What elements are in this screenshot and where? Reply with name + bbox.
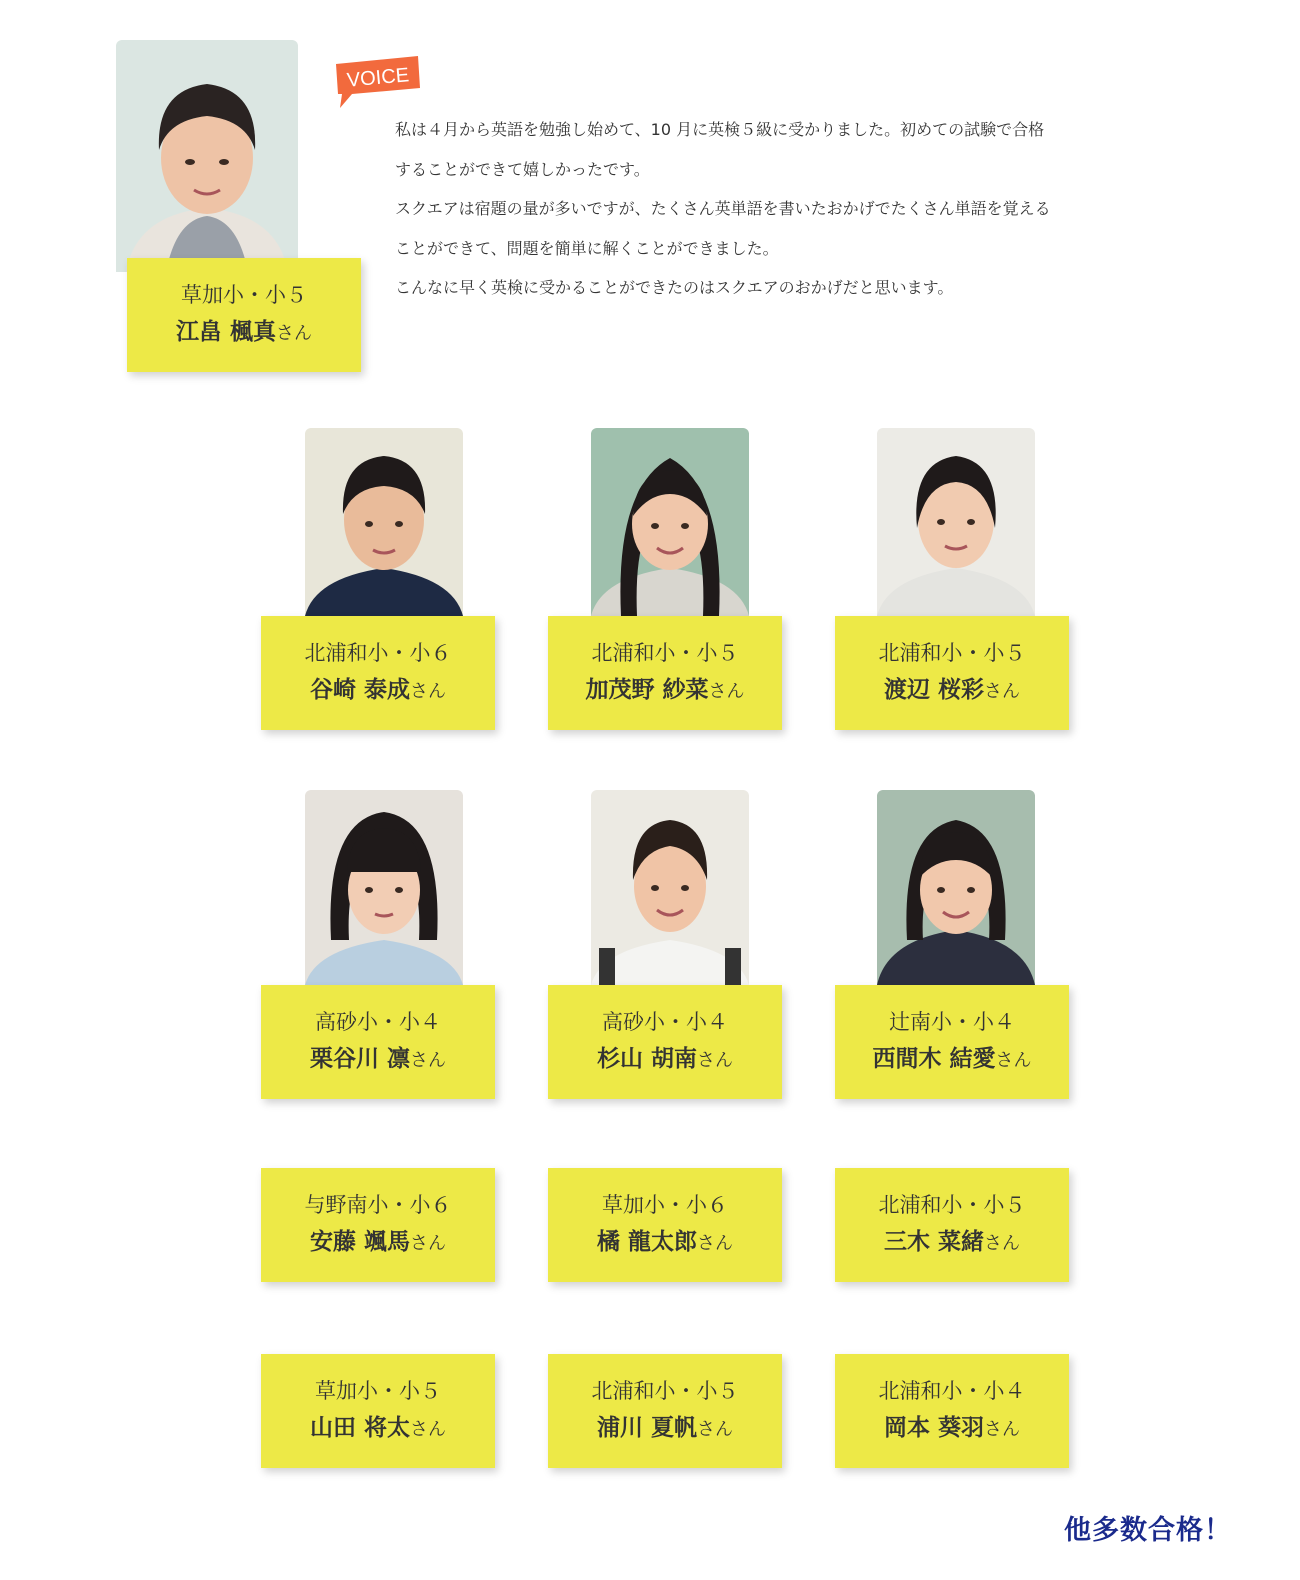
student-school: 与野南小・小６ xyxy=(304,1193,452,1217)
student-school: 辻南小・小４ xyxy=(889,1010,1015,1034)
student-photo xyxy=(305,428,463,616)
student-name: 渡辺 桜彩 xyxy=(883,677,984,703)
student-card xyxy=(261,1168,495,1282)
student-name-line xyxy=(597,1409,733,1449)
voice-line: ことができて、問題を簡単に解くことができました。 xyxy=(395,238,779,258)
student-name-suffix: さん xyxy=(410,1050,446,1071)
speech-bubble-icon xyxy=(330,54,422,110)
student-school: 北浦和小・小５ xyxy=(591,641,739,665)
student-photo xyxy=(591,790,749,985)
student-name-suffix: さん xyxy=(276,323,312,344)
student-card xyxy=(261,616,495,730)
student-name: 浦川 夏帆 xyxy=(596,1415,697,1441)
student-name-suffix: さん xyxy=(984,1233,1020,1254)
student-card xyxy=(548,1168,782,1282)
student-photo xyxy=(877,428,1035,616)
student-name-suffix: さん xyxy=(410,1419,446,1440)
student-name-line xyxy=(176,313,312,353)
student-photo xyxy=(591,428,749,616)
student-name-line xyxy=(310,671,446,711)
student-name-suffix: さん xyxy=(984,1419,1020,1440)
student-name: 杉山 胡南 xyxy=(596,1046,697,1072)
student-photo xyxy=(305,790,463,985)
student-school: 北浦和小・小６ xyxy=(304,641,452,665)
student-name: 谷崎 泰成 xyxy=(309,677,410,703)
featured-student-photo xyxy=(116,40,298,272)
student-card xyxy=(261,985,495,1099)
student-name: 橘 龍太郎 xyxy=(596,1229,697,1255)
featured-student-card xyxy=(127,258,361,372)
student-card xyxy=(835,985,1069,1099)
student-school: 草加小・小６ xyxy=(602,1193,728,1217)
student-card xyxy=(548,616,782,730)
student-name-line xyxy=(585,671,744,711)
student-school: 高砂小・小４ xyxy=(602,1010,728,1034)
student-school: 草加小・小５ xyxy=(315,1379,441,1403)
student-name: 西間木 結愛 xyxy=(872,1046,996,1072)
student-name-line xyxy=(597,1223,733,1263)
student-name-line xyxy=(310,1223,446,1263)
student-name-line xyxy=(884,671,1020,711)
student-school: 北浦和小・小５ xyxy=(878,1193,1026,1217)
student-name: 栗谷川 凛 xyxy=(309,1046,410,1072)
voice-text xyxy=(395,110,1195,308)
student-school: 北浦和小・小５ xyxy=(591,1379,739,1403)
student-card xyxy=(548,1354,782,1468)
student-name: 加茂野 紗菜 xyxy=(585,677,709,703)
student-name: 山田 将太 xyxy=(309,1415,410,1441)
student-name-suffix: さん xyxy=(995,1050,1032,1071)
student-card xyxy=(261,1354,495,1468)
student-name-suffix: さん xyxy=(708,681,745,702)
student-card xyxy=(835,616,1069,730)
student-school: 北浦和小・小５ xyxy=(878,641,1026,665)
student-name: 江畠 楓真 xyxy=(175,319,276,345)
student-name-line xyxy=(884,1223,1020,1263)
student-card xyxy=(835,1354,1069,1468)
more-passed-text: 他多数合格！ xyxy=(1064,1515,1232,1546)
student-name: 安藤 颯馬 xyxy=(309,1229,410,1255)
student-name-suffix: さん xyxy=(410,681,446,702)
student-name-line xyxy=(884,1409,1020,1449)
student-card xyxy=(835,1168,1069,1282)
student-name-suffix: さん xyxy=(697,1419,733,1440)
student-name-suffix: さん xyxy=(697,1050,733,1071)
voice-badge xyxy=(330,54,422,110)
voice-badge-label: VOICE xyxy=(346,64,410,92)
student-school: 草加小・小５ xyxy=(181,283,307,307)
student-name-line xyxy=(872,1040,1031,1080)
student-name-suffix: さん xyxy=(697,1233,733,1254)
student-card xyxy=(548,985,782,1099)
voice-line: することができて嬉しかったです。 xyxy=(395,159,650,179)
student-name-suffix: さん xyxy=(984,681,1020,702)
student-name: 三木 菜緒 xyxy=(883,1229,984,1255)
student-name-suffix: さん xyxy=(410,1233,446,1254)
student-name-line xyxy=(310,1040,446,1080)
voice-line: スクエアは宿題の量が多いですが、たくさん英単語を書いたおかげでたくさん単語を覚える xyxy=(395,199,1051,218)
voice-line: 私は４月から英語を勉強し始めて、10 月に英検５級に受かりました。初めての試験で合格 xyxy=(395,120,1045,139)
voice-line: こんなに早く英検に受かることができたのはスクエアのおかげだと思います。 xyxy=(395,278,954,297)
student-name-line xyxy=(310,1409,446,1449)
student-school: 北浦和小・小４ xyxy=(878,1379,1026,1403)
student-name: 岡本 葵羽 xyxy=(883,1415,984,1441)
student-photo xyxy=(877,790,1035,985)
student-school: 高砂小・小４ xyxy=(315,1010,441,1034)
student-name-line xyxy=(597,1040,733,1080)
